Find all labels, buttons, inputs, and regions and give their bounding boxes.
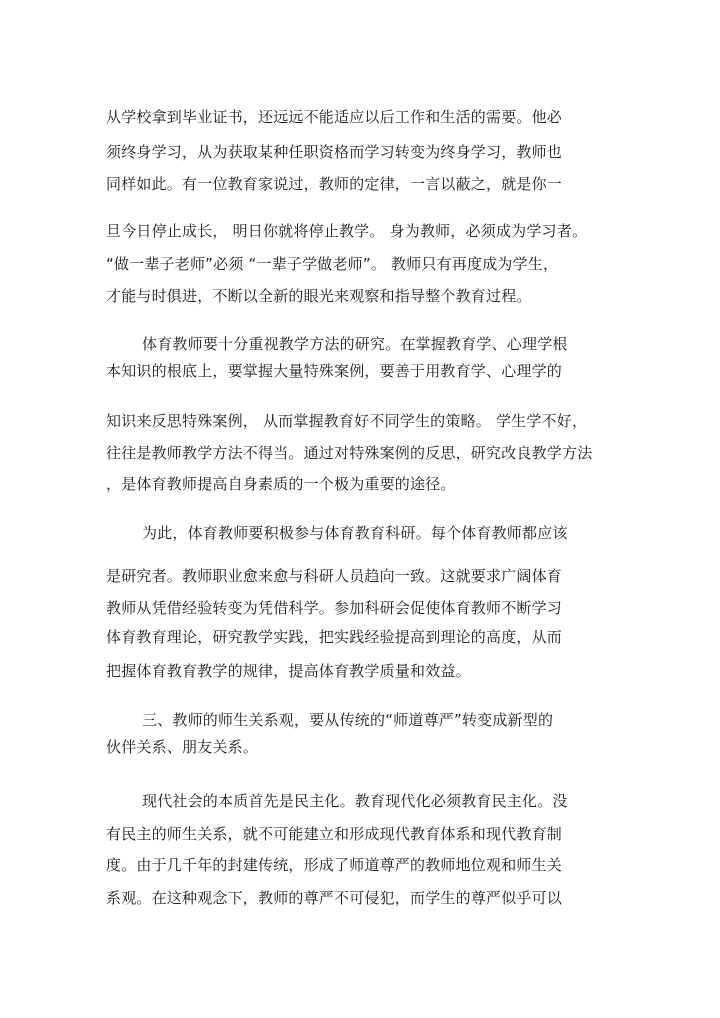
text-line: 是研究者。教师职业愈来愈与科研人员趋向一致。这就要求广阔体育	[106, 567, 563, 585]
text-line: 体育教师要十分重视教学方法的研究。在掌握教育学、心理学根	[142, 335, 568, 353]
text-line: “做一辈子老师”必须 “一辈子学做老师”。 教师只有再度成为学生，	[106, 255, 559, 273]
text-line: 现代社会的本质首先是民主化。教育现代化必须教育民主化。没	[142, 792, 568, 810]
text-line: 知识来反思特殊案例， 从而掌握教育好不同学生的策略。 学生学不好，	[106, 412, 588, 430]
text-line: 本知识的根底上，要掌握大量特殊案例，要善于用教育学、心理学的	[106, 362, 563, 380]
text-line: 同样如此。有一位教育家说过，教师的定律，一言以蔽之，就是你一	[106, 175, 563, 193]
text-line: 旦今日停止成长， 明日你就将停止教学。 身为教师，必须成为学习者。	[106, 222, 588, 240]
text-line: 度。由于几千年的封建传统，形成了师道尊严的教师地位观和师生关	[106, 856, 563, 874]
text-line: 为此，体育教师要积极参与体育教育科研。每个体育教师都应该	[142, 524, 568, 542]
text-line: 才能与时俱进，不断以全新的眼光来观察和指导整个教育过程。	[106, 287, 532, 305]
text-line: 三、教师的师生关系观，要从传统的“师道尊严”转变成新型的	[142, 711, 554, 729]
text-line: 往往是教师教学方法不得当。通过对特殊案例的反思，研究改良教学方法	[106, 444, 593, 462]
text-line: 伙伴关系、朋友关系。	[106, 738, 259, 756]
text-line: 须终身学习，从为获取某种任职资格而学习转变为终身学习，教师也	[106, 143, 563, 161]
text-line: 有民主的师生关系，就不可能建立和形成现代教育体系和现代教育制	[106, 825, 563, 843]
text-line: 把握体育教育教学的规律，提高体育教学质量和效益。	[106, 662, 471, 680]
text-line: 教师从凭借经验转变为凭借科学。参加科研会促使体育教师不断学习	[106, 599, 563, 617]
text-line: 体育教育理论，研究教学实践，把实践经验提高到理论的高度，从而	[106, 628, 563, 646]
text-line: 系观。在这种观念下，教师的尊严不可侵犯，而学生的尊严似乎可以	[106, 889, 563, 907]
text-line: ，是体育教师提高自身素质的一个极为重要的途径。	[106, 475, 456, 493]
text-line: 从学校拿到毕业证书，还远远不能适应以后工作和生活的需要。他必	[106, 108, 563, 126]
